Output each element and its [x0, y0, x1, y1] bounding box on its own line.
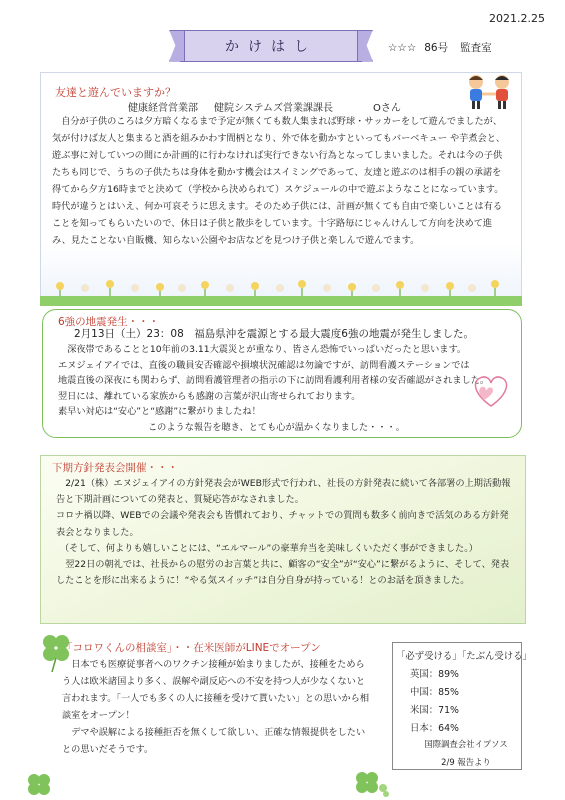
clover-icon	[350, 768, 390, 798]
heart-icon	[470, 370, 512, 410]
earthquake-line: 素早い対応は“安心”と“感謝”に繋がりましたね！	[58, 406, 261, 418]
stats-row: 中国：85%	[410, 687, 459, 698]
earthquake-headline: 2月13日（土）23：08 福島県沖を震源とする最大震度6強の地震が発生しました。	[74, 328, 474, 340]
issue-date: 2021.2.25	[489, 12, 545, 25]
author-section: 健院システムズ営業課課長	[214, 103, 333, 114]
department-name: 監査室	[460, 42, 492, 54]
policy-meeting-line: コロナ禍以降、WEBでの会議や発表会も皆慣れており、チャットでの質問も数多く前向きで活気のある方針発表会となりました。	[56, 510, 509, 538]
clover-icon	[20, 770, 60, 798]
earthquake-article-body	[58, 342, 490, 436]
earthquake-line: エヌジェイアイでは、直後の職員安否確認や損壊状況確認は勿論ですが、訪問看護ステーションでは	[58, 359, 470, 371]
friends-article-body: 自分が子供のころは夕方暗くなるまで予定が無くても数人集まれば野球・サッカーをして遊んでましたが、気が付けば友人と集まると酒を組みかわす間柄となり、外で体を動かすといってもバーベキュー や芋煮会と、遊ぶ事に対していつの間にか計画的に行わなければ実行できない行為となってしまいました。それは今の子供たちも同じで、うちの子供たちは身体を動かす機会はスイミングであって、友達と遊ぶのは相手の親の承諾を得てから夕方16時までと決めて（学校から決められて）スケジュールの中で遊ぶようなことになっています。時代が違うとはいえ、何か可哀そうに思えます。そのため子供には、計画が無くても自由で楽しいことは有ることを知ってもらいたいので、休日は子供と散歩をしています。十字路毎にじゃんけんして方向を決めて進み、見たことない自販機、知らない公園やお店などを見つけ子供と楽しんで遊んでます。	[52, 116, 506, 246]
author-line	[128, 99, 417, 114]
policy-meeting-line: （そして、何よりも嬉しいことには、“エルマール”の豪華弁当を美味しくいただく事ができました。）	[60, 542, 478, 554]
earthquake-line: 地震直後の深夜にも関わらず、訪問看護管理者の指示の下に訪問看護利用者様の安否確認がされました。	[58, 375, 490, 387]
consultation-line: 日本でも医療従事者へのワクチン接種が始まりましたが、接種をためらう人は欧米諸国より多く、誤解や副反応への不安を持つ人が少なくないと言われます。「一人でも多くの人に接種を受けて貰いたい」との思いから相談室をオープン！	[62, 659, 370, 721]
policy-meeting-line: 翌22日の朝礼では、社長からの慰労のお言葉と共に、顧客の“安全”が“安心”に繋がるように、そして、発表したことを形に出来るように！“やる気スイッチ”は自分自身が持っている！とのお話を頂きました。	[56, 559, 510, 587]
grass-strip	[40, 296, 522, 306]
children-illustration-icon	[462, 70, 520, 110]
earthquake-line: 翌日には、離れている家族からも感謝の言葉が沢山寄せられております。	[58, 390, 361, 402]
stats-row: 米国：71%	[410, 705, 459, 716]
stats-row: 日本：64%	[410, 723, 459, 734]
author-name: Oさん	[373, 103, 401, 114]
issue-number: 86号	[424, 42, 449, 54]
consultation-line: デマや誤解による接種拒否を無くして欲しい、正確な情報提供をしたいとの思いだそうです。	[62, 727, 366, 755]
vaccine-stats-title: 「必ず受ける」「たぶん受ける」	[396, 651, 532, 662]
earthquake-line: 深夜帯であることと10年前の3.11大震災とが重なり、皆さん恐怖でいっぱいだったと思います。	[67, 344, 467, 355]
section-title-policy-meeting: 下期方針発表会開催・・・	[52, 462, 178, 474]
policy-meeting-article-body	[56, 476, 516, 589]
stars-decoration: ☆☆☆	[388, 42, 417, 54]
section-title-friends: 友達と遊んでいますか？	[55, 86, 176, 99]
vaccine-stats-list	[410, 666, 459, 738]
section-title-consultation: 「コロワくんの相談室」・・在米医師がLINEでオープン	[62, 642, 321, 654]
stats-row: 英国：89%	[410, 669, 459, 680]
stats-source-date: 2/9 報告より	[441, 757, 491, 767]
author-department: 健康経営営業部	[128, 103, 198, 114]
consultation-article-body	[62, 656, 372, 758]
earthquake-line: このような報告を聴き、とても心が温かくなりました・・・。	[148, 421, 405, 433]
issue-info	[388, 40, 492, 55]
vaccine-stats-source	[416, 735, 516, 771]
newsletter-title: かけはし	[180, 30, 362, 62]
stats-source-name: 国際調査会社イプソス	[424, 739, 508, 749]
policy-meeting-line: 2/21（株）エヌジェイアイの方針発表会がWEB形式で行われ、社長の方針発表に続いて各部署の上期活動報告と下期計画についての発表と、質疑応答がなされました。	[56, 478, 511, 506]
section-title-earthquake: 6強の地震発生・・・	[58, 316, 160, 328]
